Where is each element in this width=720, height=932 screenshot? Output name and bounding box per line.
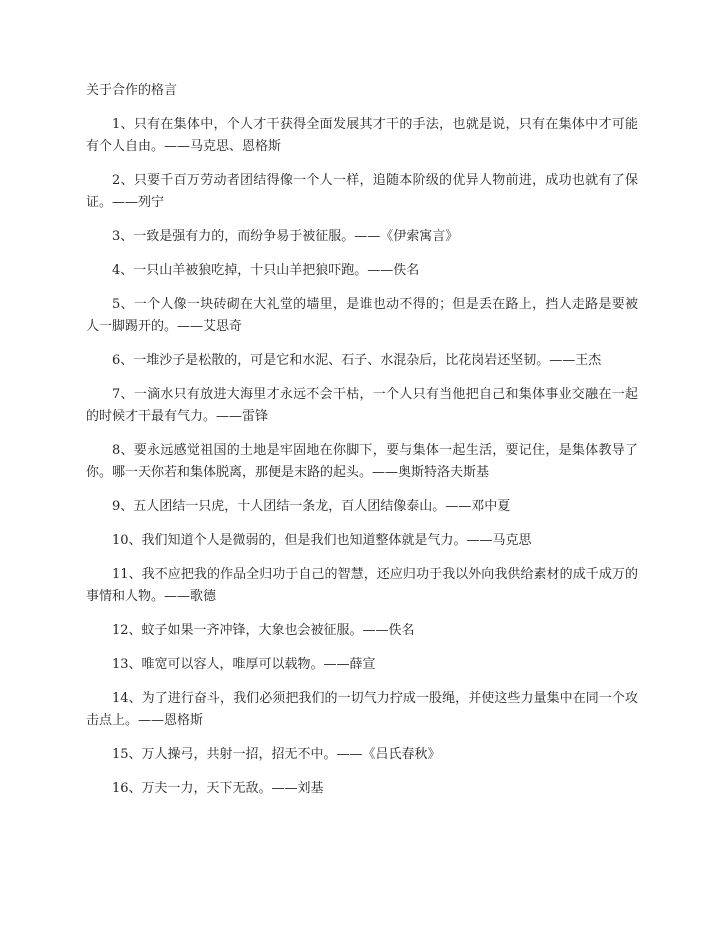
quote-13: 13、唯宽可以容人，唯厚可以载物。——薛宣 xyxy=(112,657,376,672)
quote-15: 15、万人操弓，共射一招，招无不中。——《吕氏春秋》 xyxy=(112,747,441,762)
document-title: 关于合作的格言 xyxy=(86,83,178,98)
quote-1: 1、只有在集体中，个人才干获得全面发展其才干的手法，也就是说，只有在集体中才可能有个人自由。——马克思、恩格斯 xyxy=(86,117,638,154)
quote-14: 14、为了进行奋斗，我们必须把我们的一切气力拧成一股绳，并使这些力量集中在同一个攻击点上。——恩格斯 xyxy=(86,691,638,728)
quote-4: 4、一只山羊被狼吃掉，十只山羊把狼吓跑。——佚名 xyxy=(112,263,420,278)
quote-2: 2、只要千百万劳动者团结得像一个人一样，追随本阶级的优异人物前进，成功也就有了保证。——列宁 xyxy=(86,173,638,210)
quote-8: 8、要永远感觉祖国的土地是牢固地在你脚下，要与集体一起生活，要记住，是集体教导了你。哪一天你若和集体脱离，那便是末路的起头。——奥斯特洛夫斯基 xyxy=(86,443,638,480)
quote-7: 7、一滴水只有放进大海里才永远不会干枯，一个人只有当他把自己和集体事业交融在一起的时候才干最有气力。——雷锋 xyxy=(86,387,638,424)
quote-3: 3、一致是强有力的，而纷争易于被征服。——《伊索寓言》 xyxy=(112,229,459,244)
quote-9: 9、五人团结一只虎，十人团结一条龙，百人团结像泰山。——邓中夏 xyxy=(112,499,511,514)
quote-6: 6、一堆沙子是松散的，可是它和水泥、石子、水混杂后，比花岗岩还坚韧。——王杰 xyxy=(112,353,602,368)
quote-5: 5、一个人像一块砖砌在大礼堂的墙里，是谁也动不得的；但是丢在路上，挡人走路是要被人一脚踢开的。——艾思奇 xyxy=(86,297,638,334)
document-page xyxy=(86,80,638,812)
quote-16: 16、万夫一力，天下无敌。——刘基 xyxy=(112,781,324,796)
quote-11: 11、我不应把我的作品全归功于自己的智慧，还应归功于我以外向我供给素材的成千成万的事情和人物。——歌德 xyxy=(86,567,638,604)
quote-10: 10、我们知道个人是微弱的，但是我们也知道整体就是气力。——马克思 xyxy=(112,533,532,548)
quote-12: 12、蚊子如果一齐冲锋，大象也会被征服。——佚名 xyxy=(112,623,415,638)
